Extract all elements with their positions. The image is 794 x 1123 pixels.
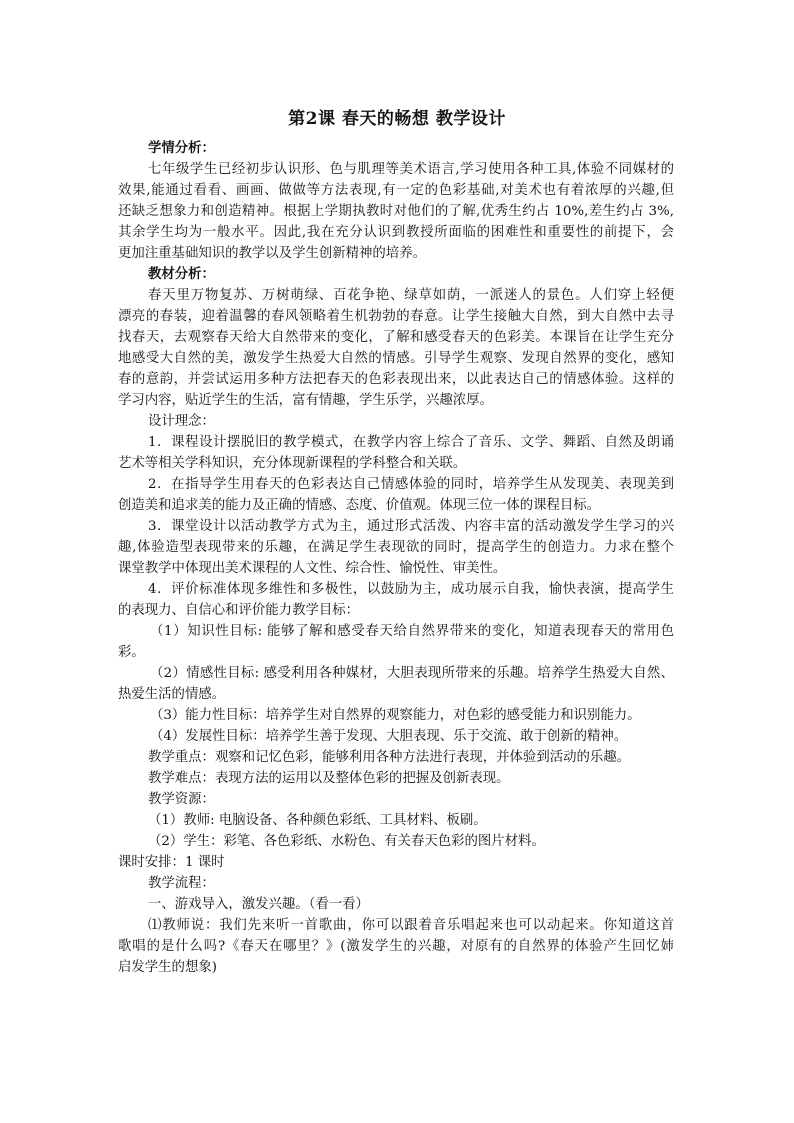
paragraph-line: 1．课程设计摆脱旧的教学模式，在教学内容上综合了音乐、文学、舞蹈、自然及朗诵: [148, 435, 674, 450]
section-heading-design-concept: 设计理念：: [148, 414, 215, 429]
paragraph-line: 4．评价标准体现多维性和多极性，以鼓励为主，成功展示自我，愉快表演，提高学生: [148, 582, 674, 597]
paragraph-line: 地感受大自然的美，激发学生热爱大自然的情感。引导学生观察、发现自然界的变化，感知: [118, 351, 674, 366]
section-heading-procedure: 教学流程：: [148, 876, 215, 891]
paragraph-line: 学习内容，贴近学生的生活，富有情趣，学生乐学，兴趣浓厚。: [118, 393, 493, 408]
paragraph-line: 趣,体验造型表现带来的乐趣，在满足学生表现欲的同时，提高学生的创造力。力求在整个: [118, 540, 674, 555]
paragraph-line: 春天里万物复苏、万树萌绿、百花争艳、绿草如荫，一派迷人的景色。人们穿上轻便: [148, 288, 674, 303]
paragraph-line: 3．课堂设计以活动教学方式为主，通过形式活泼、内容丰富的活动激发学生学习的兴: [148, 519, 674, 534]
goal-line-ability: （3）能力性目标：培养学生对自然界的观察能力，对色彩的感受能力和识别能力。: [150, 708, 641, 723]
paragraph-line: ⑴教师说：我们先来听一首歌曲，你可以跟着音乐唱起来也可以动起来。你知道这首: [148, 918, 674, 933]
document-title: 第2课 春天的畅想 教学设计: [288, 109, 506, 129]
document-body: [118, 138, 674, 978]
paragraph-line: 启发学生的想象): [118, 960, 217, 975]
paragraph-line: 找春天，去观察春天给大自然带来的变化，了解和感受春天的色彩美。本课旨在让学生充分: [118, 330, 674, 345]
paragraph-line: 艺术等相关学科知识，充分体现新课程的学科整合和关联。: [118, 456, 467, 471]
paragraph-line: 的表现力、自信心和评价能力教学目标：: [118, 603, 360, 618]
difficulty-line: 教学难点：表现方法的运用以及整体色彩的把握及创新表现。: [148, 771, 510, 786]
key-point-line: 教学重点：观察和记忆色彩，能够利用各种方法进行表现，并体验到活动的乐趣。: [148, 750, 631, 765]
paragraph-line: 效果,能通过看看、画画、做做等方法表现,有一定的色彩基础,对美术也有着浓厚的兴趣,但: [118, 183, 674, 198]
goal-line-emotion: （2）情感性目标: 感受利用各种媒材，大胆表现所带来的乐趣。培养学生热爱大自然、: [150, 666, 674, 681]
paragraph-line: 创造美和追求美的能力及正确的情感、态度、价值观。体现三位一体的课程目标。: [118, 498, 601, 513]
resource-line-student: （2）学生：彩笔、各色彩纸、水粉色、有关春天色彩的图片材料。: [148, 834, 545, 849]
paragraph-line: 课堂教学中体现出美术课程的人文性、综合性、愉悦性、审美性。: [118, 561, 507, 576]
goal-line-knowledge: （1）知识性目标: 能够了解和感受春天给自然界带来的变化，知道表现春天的常用色: [150, 624, 674, 639]
procedure-step-heading: 一、游戏导入，激发兴趣。（看一看）: [148, 897, 369, 912]
paragraph-line: 更加注重基础知识的教学以及学生创新精神的培养。: [118, 246, 426, 261]
paragraph-line: 热爱生活的情感。: [118, 687, 226, 702]
paragraph-line: 其余学生均为一般水平。因此,我在充分认识到教授所面临的困难性和重要性的前提下，会: [118, 225, 674, 240]
resource-line-teacher: （1）教师: 电脑设备、各种颜色彩纸、工具材料、板刷。: [148, 813, 487, 828]
section-heading-learner-analysis: 学情分析：: [148, 140, 215, 156]
paragraph-line: 还缺乏想象力和创造精神。根据上学期执教时对他们的了解,优秀生约占 10%,差生约占 3%,: [118, 204, 674, 219]
paragraph-line: 七年级学生已经初步认识形、色与肌理等美术语言,学习使用各种工具,体验不同媒材的: [148, 162, 674, 177]
paragraph-line: 漂亮的春装，迎着温馨的春风领略着生机勃勃的春意。让学生接触大自然，到大自然中去寻: [118, 309, 674, 324]
paragraph-line: 2．在指导学生用春天的色彩表达自己情感体验的同时，培养学生从发现美、表现美到: [148, 477, 674, 492]
section-heading-textbook-analysis: 教材分析：: [148, 266, 215, 282]
class-hours-line: 课时安排：1 课时: [118, 855, 225, 870]
section-heading-resources: 教学资源：: [148, 792, 215, 807]
paragraph-line: 彩。: [118, 645, 145, 660]
paragraph-line: 歌唱的是什么吗?《春天在哪里？》(激发学生的兴趣，对原有的自然界的体验产生回忆姉: [118, 939, 674, 954]
paragraph-line: 春的意韵，并尝试运用多种方法把春天的色彩表现出来，以此表达自己的情感体验。这样的: [118, 372, 674, 387]
goal-line-development: （4）发展性目标：培养学生善于发现、大胆表现、乐于交流、敢于创新的精神。: [150, 729, 628, 744]
